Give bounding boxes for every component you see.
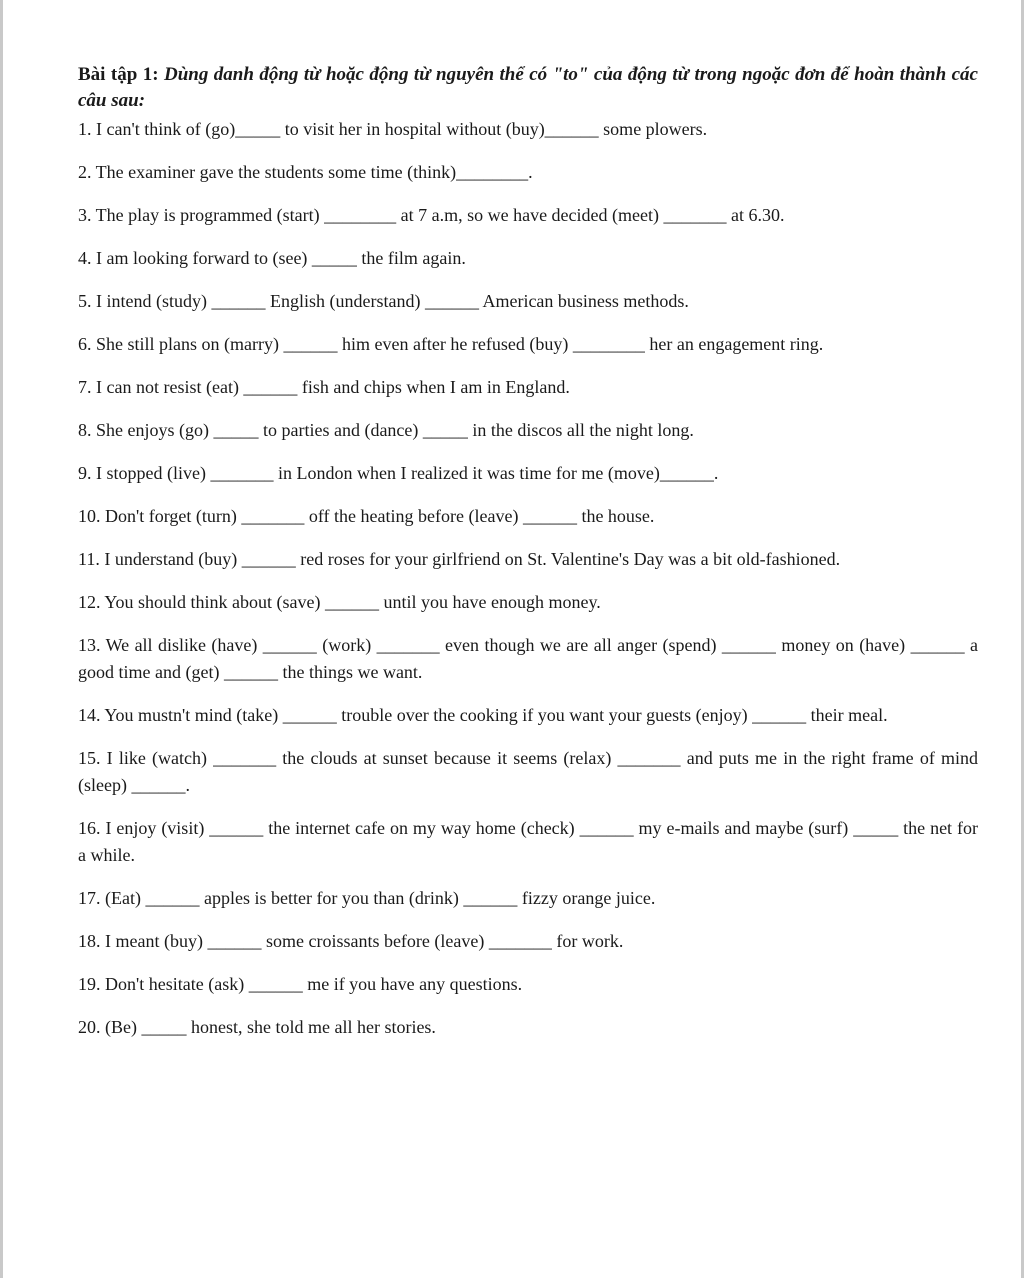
- question-item-6: 6. She still plans on (marry) ______ him even after he refused (buy) ________ her an engagement ring.: [78, 334, 824, 354]
- question-item-3: 3. The play is programmed (start) ________ at 7 a.m, so we have decided (meet) _______ at 6.30.: [78, 205, 785, 225]
- question-item-2: 2. The examiner gave the students some time (think)________.: [78, 162, 533, 182]
- question-item-19: 19. Don't hesitate (ask) ______ me if you have any questions.: [78, 974, 523, 994]
- question-item-11: 11. I understand (buy) ______ red roses for your girlfriend on St. Valentine's Day was a bit old-fashioned.: [78, 549, 841, 569]
- question-list: [78, 116, 978, 1041]
- question-item-9: 9. I stopped (live) _______ in London when I realized it was time for me (move)______.: [78, 463, 719, 483]
- question-item-12: 12. You should think about (save) ______ until you have enough money.: [78, 592, 601, 612]
- question-item-10: 10. Don't forget (turn) _______ off the heating before (leave) ______ the house.: [78, 506, 655, 526]
- question-item-16: 16. I enjoy (visit) ______ the internet cafe on my way home (check) ______ my e-mails and maybe (surf) _____ the net for a while.: [78, 818, 978, 865]
- question-item-20: 20. (Be) _____ honest, she told me all her stories.: [78, 1017, 436, 1037]
- question-item-15: 15. I like (watch) _______ the clouds at sunset because it seems (relax) _______ and puts me in the right frame of mind (sleep) ______.: [78, 748, 978, 795]
- question-item-17: 17. (Eat) ______ apples is better for you than (drink) ______ fizzy orange juice.: [78, 888, 656, 908]
- question-item-1: 1. I can't think of (go)_____ to visit her in hospital without (buy)______ some plowers.: [78, 119, 708, 139]
- exercise-instruction: Dùng danh động từ hoặc động từ nguyên thể có "to" của động từ trong ngoặc đơn để hoàn thành các câu sau:: [78, 64, 978, 111]
- question-item-14: 14. You mustn't mind (take) ______ trouble over the cooking if you want your guests (enjoy) ______ their meal.: [78, 705, 888, 725]
- worksheet-content: [78, 62, 978, 1057]
- question-item-18: 18. I meant (buy) ______ some croissants before (leave) _______ for work.: [78, 931, 624, 951]
- question-item-8: 8. She enjoys (go) _____ to parties and (dance) _____ in the discos all the night long.: [78, 420, 694, 440]
- question-item-7: 7. I can not resist (eat) ______ fish and chips when I am in England.: [78, 377, 570, 397]
- exercise-label: Bài tập 1:: [78, 64, 159, 85]
- exercise-heading: [78, 62, 978, 114]
- question-item-13: 13. We all dislike (have) ______ (work) _______ even though we are all anger (spend) ______ money on (have) ______ a good time and (get) ______ the things we want.: [78, 635, 978, 682]
- question-item-5: 5. I intend (study) ______ English (understand) ______ American business methods.: [78, 291, 689, 311]
- question-item-4: 4. I am looking forward to (see) _____ the film again.: [78, 248, 466, 268]
